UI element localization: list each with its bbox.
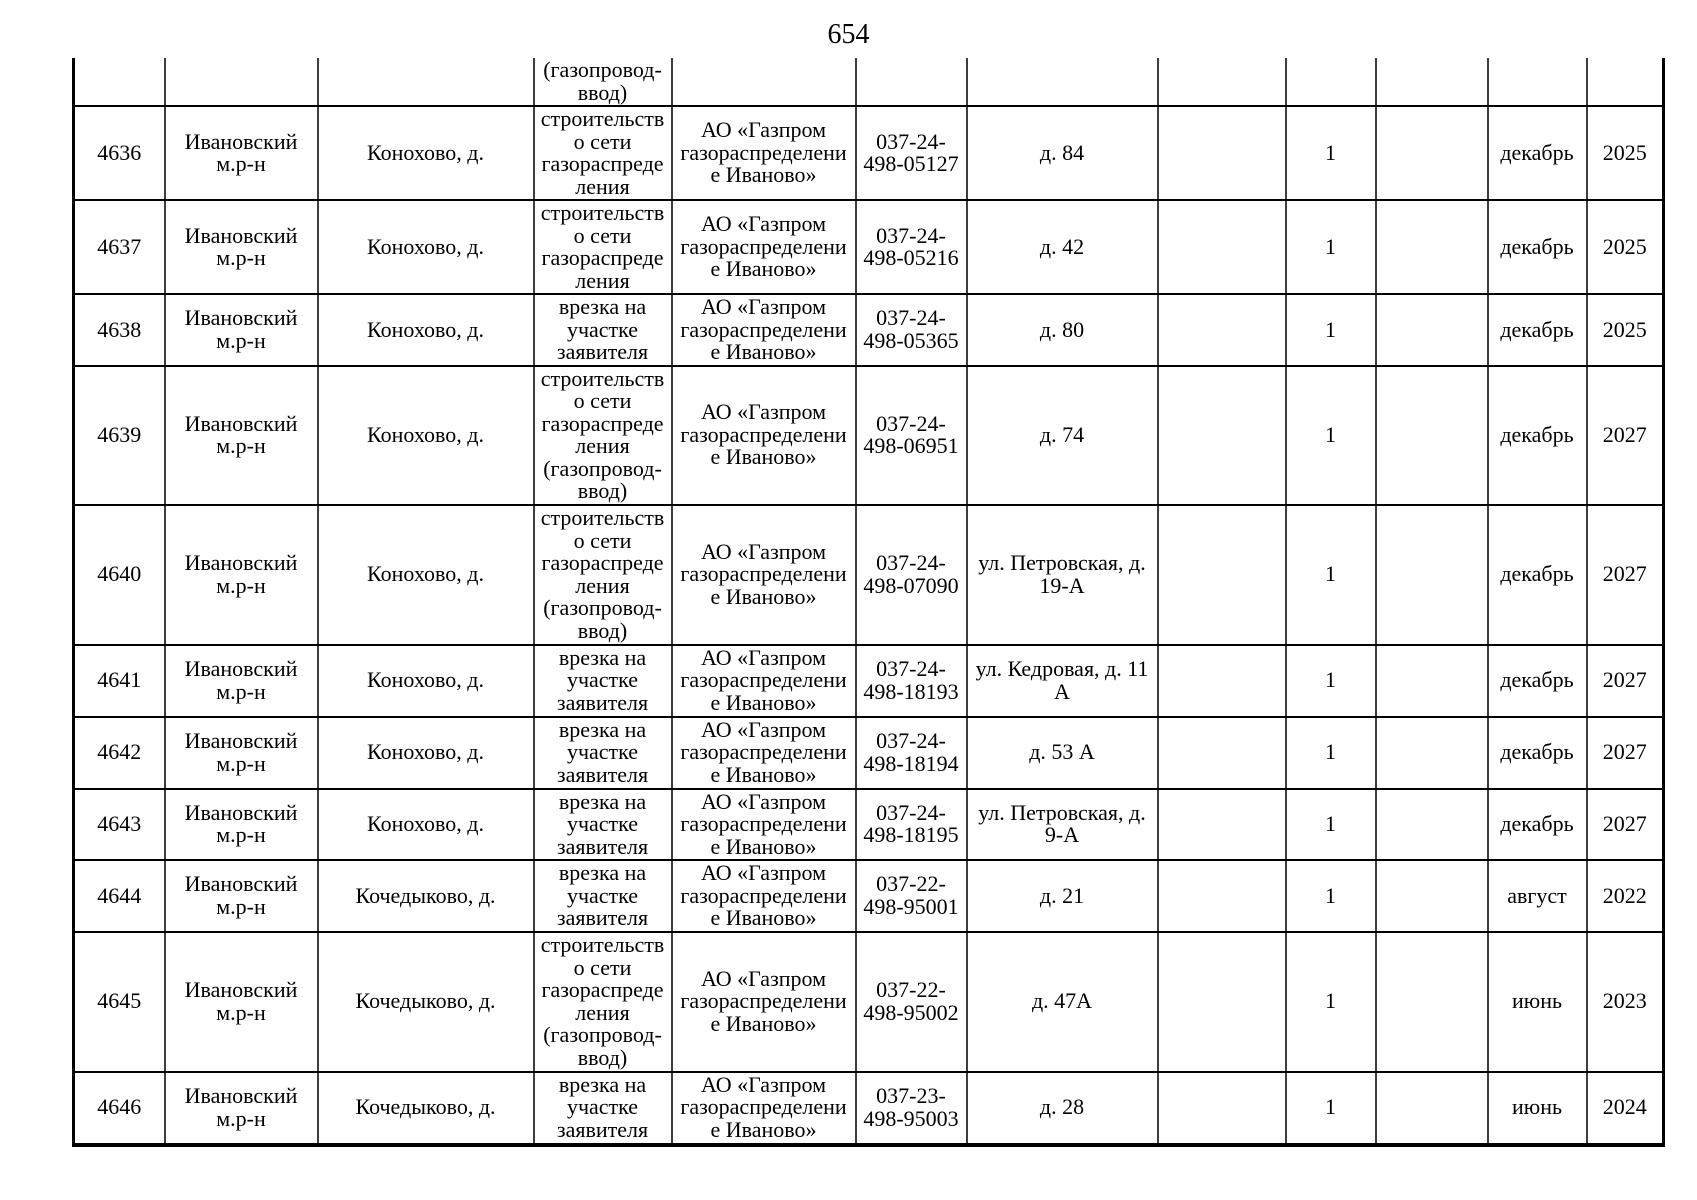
cell-address: д. 80	[967, 294, 1158, 366]
cell-contract: 037-22-498-95001	[856, 860, 967, 932]
cell-num: 4645	[74, 932, 165, 1072]
cell-settlement	[318, 58, 534, 106]
cell-district: Ивановский м.р-н	[165, 932, 318, 1072]
cell-org: АО «Газпром газораспределение Иваново»	[672, 505, 856, 645]
cell-col10	[1376, 505, 1488, 645]
cell-work: (газопровод-ввод)	[534, 58, 672, 106]
cell-contract: 037-24-498-07090	[856, 505, 967, 645]
cell-settlement: Конохово, д.	[318, 106, 534, 200]
cell-district: Ивановский м.р-н	[165, 789, 318, 861]
cell-month	[1488, 58, 1587, 106]
cell-col10	[1376, 200, 1488, 294]
cell-col8	[1158, 200, 1286, 294]
cell-month: декабрь	[1488, 717, 1587, 789]
cell-count: 1	[1286, 200, 1376, 294]
cell-work: строительство сети газораспределения (газопровод-ввод)	[534, 366, 672, 505]
cell-count	[1286, 58, 1376, 106]
cell-org: АО «Газпром газораспределение Иваново»	[672, 860, 856, 932]
cell-work: врезка на участке заявителя	[534, 717, 672, 789]
cell-month: декабрь	[1488, 366, 1587, 505]
cell-num: 4644	[74, 860, 165, 932]
table-row	[74, 932, 1664, 1072]
cell-contract: 037-24-498-18193	[856, 645, 967, 717]
table-row	[74, 106, 1664, 200]
cell-count: 1	[1286, 1072, 1376, 1145]
cell-num: 4642	[74, 717, 165, 789]
cell-month: август	[1488, 860, 1587, 932]
cell-settlement: Конохово, д.	[318, 717, 534, 789]
cell-col10	[1376, 366, 1488, 505]
cell-col10	[1376, 645, 1488, 717]
cell-year: 2024	[1587, 1072, 1664, 1145]
cell-address: д. 47А	[967, 932, 1158, 1072]
gasification-schedule-table	[72, 58, 1665, 1147]
cell-contract: 037-22-498-95002	[856, 932, 967, 1072]
cell-contract	[856, 58, 967, 106]
cell-col8	[1158, 106, 1286, 200]
cell-district: Ивановский м.р-н	[165, 294, 318, 366]
cell-settlement: Конохово, д.	[318, 294, 534, 366]
cell-col8	[1158, 932, 1286, 1072]
cell-num: 4639	[74, 366, 165, 505]
cell-col10	[1376, 106, 1488, 200]
cell-col8	[1158, 789, 1286, 861]
cell-org: АО «Газпром газораспределение Иваново»	[672, 645, 856, 717]
cell-contract: 037-24-498-05216	[856, 200, 967, 294]
cell-address: д. 84	[967, 106, 1158, 200]
cell-month: декабрь	[1488, 789, 1587, 861]
cell-col8	[1158, 294, 1286, 366]
cell-org: АО «Газпром газораспределение Иваново»	[672, 106, 856, 200]
cell-year: 2027	[1587, 505, 1664, 645]
cell-num	[74, 58, 165, 106]
cell-work: строительство сети газораспределения (газопровод-ввод)	[534, 932, 672, 1072]
cell-contract: 037-24-498-06951	[856, 366, 967, 505]
cell-work: строительство сети газораспределения (газопровод-ввод)	[534, 505, 672, 645]
cell-district: Ивановский м.р-н	[165, 200, 318, 294]
cell-work: строительство сети газораспределения	[534, 106, 672, 200]
cell-org: АО «Газпром газораспределение Иваново»	[672, 294, 856, 366]
cell-num: 4638	[74, 294, 165, 366]
table-row	[74, 366, 1664, 505]
cell-count: 1	[1286, 106, 1376, 200]
cell-work: врезка на участке заявителя	[534, 789, 672, 861]
cell-month: декабрь	[1488, 505, 1587, 645]
cell-count: 1	[1286, 932, 1376, 1072]
table-row	[74, 200, 1664, 294]
cell-address: д. 74	[967, 366, 1158, 505]
cell-settlement: Кочедыково, д.	[318, 932, 534, 1072]
cell-district: Ивановский м.р-н	[165, 860, 318, 932]
cell-count: 1	[1286, 717, 1376, 789]
cell-col8	[1158, 860, 1286, 932]
cell-num: 4637	[74, 200, 165, 294]
cell-settlement: Конохово, д.	[318, 200, 534, 294]
cell-year: 2025	[1587, 294, 1664, 366]
cell-num: 4636	[74, 106, 165, 200]
cell-num: 4640	[74, 505, 165, 645]
table-row	[74, 860, 1664, 932]
table-row	[74, 294, 1664, 366]
cell-contract: 037-24-498-18195	[856, 789, 967, 861]
cell-org: АО «Газпром газораспределение Иваново»	[672, 1072, 856, 1145]
cell-col8	[1158, 717, 1286, 789]
table-row	[74, 505, 1664, 645]
cell-col10	[1376, 294, 1488, 366]
cell-month: июнь	[1488, 932, 1587, 1072]
cell-col8	[1158, 1072, 1286, 1145]
cell-address: д. 21	[967, 860, 1158, 932]
cell-year: 2025	[1587, 106, 1664, 200]
cell-settlement: Кочедыково, д.	[318, 860, 534, 932]
cell-num: 4646	[74, 1072, 165, 1145]
cell-district: Ивановский м.р-н	[165, 1072, 318, 1145]
cell-work: врезка на участке заявителя	[534, 860, 672, 932]
cell-month: июнь	[1488, 1072, 1587, 1145]
cell-col10	[1376, 932, 1488, 1072]
cell-settlement: Конохово, д.	[318, 366, 534, 505]
page-number: 654	[827, 19, 870, 50]
cell-col10	[1376, 789, 1488, 861]
cell-month: декабрь	[1488, 294, 1587, 366]
cell-org: АО «Газпром газораспределение Иваново»	[672, 717, 856, 789]
cell-address: д. 42	[967, 200, 1158, 294]
cell-year: 2027	[1587, 366, 1664, 505]
cell-month: декабрь	[1488, 106, 1587, 200]
cell-contract: 037-23-498-95003	[856, 1072, 967, 1145]
cell-org: АО «Газпром газораспределение Иваново»	[672, 200, 856, 294]
cell-district: Ивановский м.р-н	[165, 645, 318, 717]
cell-count: 1	[1286, 789, 1376, 861]
cell-settlement: Конохово, д.	[318, 645, 534, 717]
cell-year: 2027	[1587, 645, 1664, 717]
cell-work: врезка на участке заявителя	[534, 294, 672, 366]
cell-col8	[1158, 505, 1286, 645]
cell-col10	[1376, 860, 1488, 932]
cell-org: АО «Газпром газораспределение Иваново»	[672, 789, 856, 861]
cell-contract: 037-24-498-05127	[856, 106, 967, 200]
cell-address	[967, 58, 1158, 106]
cell-org	[672, 58, 856, 106]
cell-count: 1	[1286, 860, 1376, 932]
cell-org: АО «Газпром газораспределение Иваново»	[672, 366, 856, 505]
cell-year	[1587, 58, 1664, 106]
cell-count: 1	[1286, 505, 1376, 645]
cell-district: Ивановский м.р-н	[165, 366, 318, 505]
cell-district: Ивановский м.р-н	[165, 505, 318, 645]
cell-col8	[1158, 58, 1286, 106]
table-row	[74, 789, 1664, 861]
cell-col10	[1376, 717, 1488, 789]
cell-address: ул. Петровская, д. 9-А	[967, 789, 1158, 861]
table-row	[74, 717, 1664, 789]
cell-count: 1	[1286, 645, 1376, 717]
cell-year: 2027	[1587, 789, 1664, 861]
cell-year: 2023	[1587, 932, 1664, 1072]
cell-work: строительство сети газораспределения	[534, 200, 672, 294]
cell-year: 2027	[1587, 717, 1664, 789]
cell-count: 1	[1286, 366, 1376, 505]
cell-settlement: Конохово, д.	[318, 505, 534, 645]
cell-col8	[1158, 366, 1286, 505]
cell-contract: 037-24-498-05365	[856, 294, 967, 366]
cell-month: декабрь	[1488, 200, 1587, 294]
table-row	[74, 58, 1664, 106]
cell-col10	[1376, 1072, 1488, 1145]
cell-address: д. 53 А	[967, 717, 1158, 789]
cell-col8	[1158, 645, 1286, 717]
cell-contract: 037-24-498-18194	[856, 717, 967, 789]
cell-month: декабрь	[1488, 645, 1587, 717]
cell-col10	[1376, 58, 1488, 106]
table-row	[74, 645, 1664, 717]
cell-year: 2025	[1587, 200, 1664, 294]
cell-address: ул. Петровская, д. 19-А	[967, 505, 1158, 645]
table-body	[74, 58, 1664, 1145]
cell-year: 2022	[1587, 860, 1664, 932]
cell-org: АО «Газпром газораспределение Иваново»	[672, 932, 856, 1072]
cell-count: 1	[1286, 294, 1376, 366]
cell-work: врезка на участке заявителя	[534, 645, 672, 717]
cell-settlement: Кочедыково, д.	[318, 1072, 534, 1145]
cell-address: ул. Кедровая, д. 11 А	[967, 645, 1158, 717]
cell-district: Ивановский м.р-н	[165, 106, 318, 200]
cell-address: д. 28	[967, 1072, 1158, 1145]
cell-settlement: Конохово, д.	[318, 789, 534, 861]
table-row	[74, 1072, 1664, 1145]
cell-num: 4641	[74, 645, 165, 717]
cell-district: Ивановский м.р-н	[165, 717, 318, 789]
cell-num: 4643	[74, 789, 165, 861]
cell-district	[165, 58, 318, 106]
cell-work: врезка на участке заявителя	[534, 1072, 672, 1145]
